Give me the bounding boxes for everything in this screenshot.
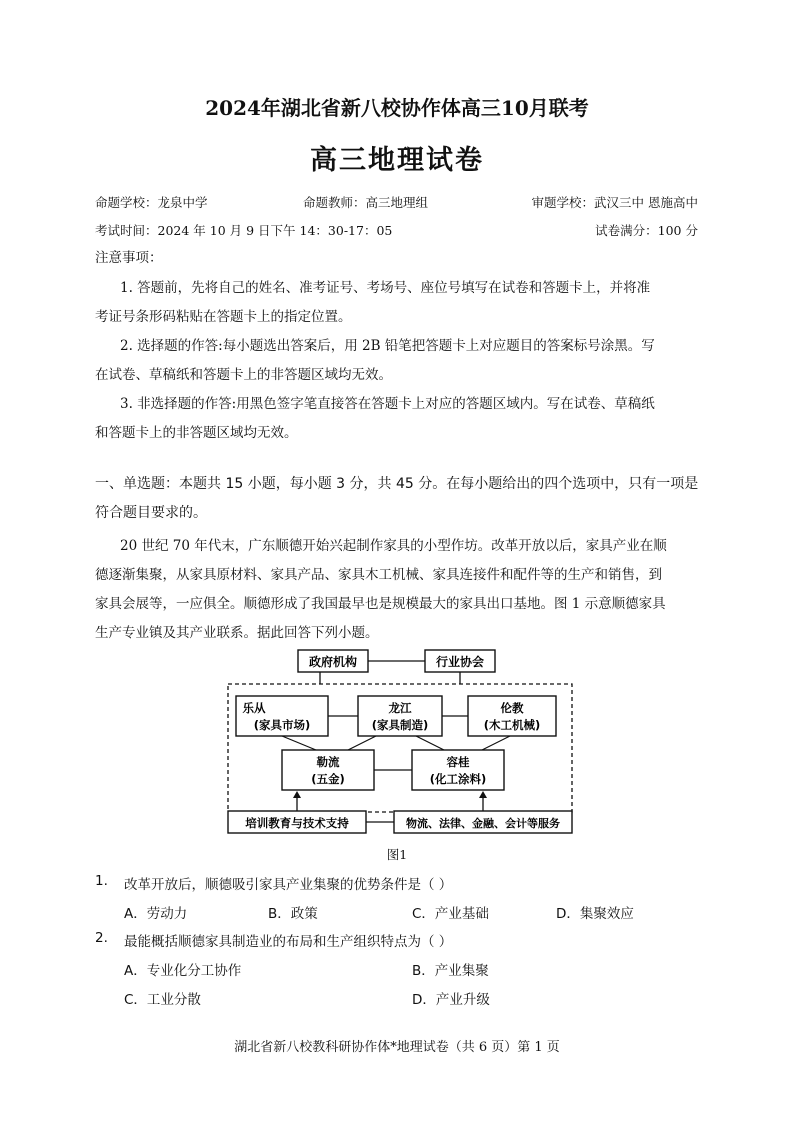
notice-item-3-cont: 和答题卡上的非答题区域均无效。: [95, 425, 298, 441]
services-label: 物流、法律、金融、会计等服务: [406, 817, 560, 830]
notice-item-2-cont: 在试卷、草稿纸和答题卡上的非答题区域均无效。: [95, 367, 392, 383]
question-1-option-d[interactable]: D．集聚效应: [556, 906, 634, 922]
longjiang-leliu-link: [348, 736, 376, 750]
page-footer: 湖北省新八校教科研协作体*地理试卷（共 6 页）第 1 页: [234, 1040, 560, 1055]
notice-item-2: 2. 选择题的作答:每小题选出答案后，用 2B 铅笔把答题卡上对应题目的答案标号涂黑。写: [120, 338, 655, 354]
lecong-sub-label: (家具市场): [253, 718, 311, 732]
services-up-arrow-head: [479, 791, 487, 798]
question-2-option-c[interactable]: C．工业分散: [124, 992, 201, 1008]
question-2-stem: 最能概括顺德家具制造业的布局和生产组织特点为（ ）: [124, 934, 453, 950]
question-1-option-b[interactable]: B．政策: [268, 906, 318, 922]
question-2-number: 2.: [95, 930, 108, 946]
section-heading: 一、单选题：本题共 15 小题，每小题 3 分，共 45 分。在每小题给出的四个选项中，只有一项是: [95, 476, 699, 492]
question-1-option-a[interactable]: A．劳动力: [124, 906, 188, 922]
notice-item-1-cont: 考证号条形码粘贴在答题卡上的指定位置。: [95, 309, 352, 325]
passage-line-3: 家具会展等，一应俱全。顺德形成了我国最早也是规模最大的家具出口基地。图 1 示意顺德家具: [95, 596, 666, 612]
leliu-label: 勒流: [316, 755, 340, 769]
figure-caption: 图1: [386, 847, 408, 862]
question-1-stem: 改革开放后，顺德吸引家具产业集聚的优势条件是（ ）: [124, 877, 453, 893]
longjiang-label: 龙江: [388, 701, 412, 715]
proposer-teacher: 命题教师：高三地理组: [303, 195, 429, 210]
question-1-number: 1.: [95, 873, 108, 889]
training-label: 培训教育与技术支持: [245, 816, 349, 830]
reviewer-school: 审题学校：武汉三中 恩施高中: [531, 195, 698, 210]
lunjiao-label: 伦教: [500, 701, 524, 715]
lunjiao-ronggui-link: [482, 736, 510, 750]
ronggui-label: 容桂: [446, 755, 470, 769]
question-1-option-c[interactable]: C．产业基础: [412, 906, 489, 922]
passage-line-1: 20 世纪 70 年代末，广东顺德开始兴起制作家具的小型作坊。改革开放以后，家具产业在顺: [120, 538, 667, 554]
gov-label: 政府机构: [308, 655, 358, 669]
longjiang-sub-label: (家具制造): [371, 718, 429, 732]
paper-subject-title: 高三地理试卷: [310, 145, 484, 176]
exam-time: 考试时间：2024 年 10 月 9 日下午 14：30-17：05: [95, 223, 393, 238]
assoc-label: 行业协会: [435, 655, 485, 669]
full-score: 试卷满分：100 分: [595, 223, 698, 238]
notice-item-1: 1. 答题前，先将自己的姓名、准考证号、考场号、座位号填写在试卷和答题卡上，并将准: [120, 280, 651, 296]
question-2-option-b[interactable]: B．产业集聚: [412, 963, 489, 979]
question-2-option-a[interactable]: A．专业化分工协作: [124, 963, 242, 979]
proposer-school: 命题学校：龙泉中学: [95, 195, 208, 210]
passage-line-2: 德逐渐集聚，从家具原材料、家具产品、家具木工机械、家具连接件和配件等的生产和销售，到: [95, 567, 662, 583]
exam-title: 2024年湖北省新八校协作体高三10月联考: [205, 96, 589, 120]
industry-linkage-diagram: [224, 648, 576, 838]
passage-line-4: 生产专业镇及其产业联系。据此回答下列小题。: [95, 625, 379, 641]
notice-heading: 注意事项：: [95, 250, 163, 266]
question-2-option-d[interactable]: D．产业升级: [412, 992, 490, 1008]
ronggui-sub-label: (化工涂料): [429, 772, 487, 786]
leliu-sub-label: (五金): [311, 772, 345, 786]
notice-item-3: 3. 非选择题的作答:用黑色签字笔直接答在答题卡上对应的答题区域内。写在试卷、草稿纸: [120, 396, 655, 412]
lecong-leliu-link: [282, 736, 316, 750]
lecong-label: 乐从: [242, 701, 266, 715]
training-up-arrow-head: [293, 791, 301, 798]
section-heading-cont: 符合题目要求的。: [95, 505, 207, 521]
longjiang-ronggui-link: [416, 736, 444, 750]
lunjiao-sub-label: (木工机械): [483, 718, 541, 732]
